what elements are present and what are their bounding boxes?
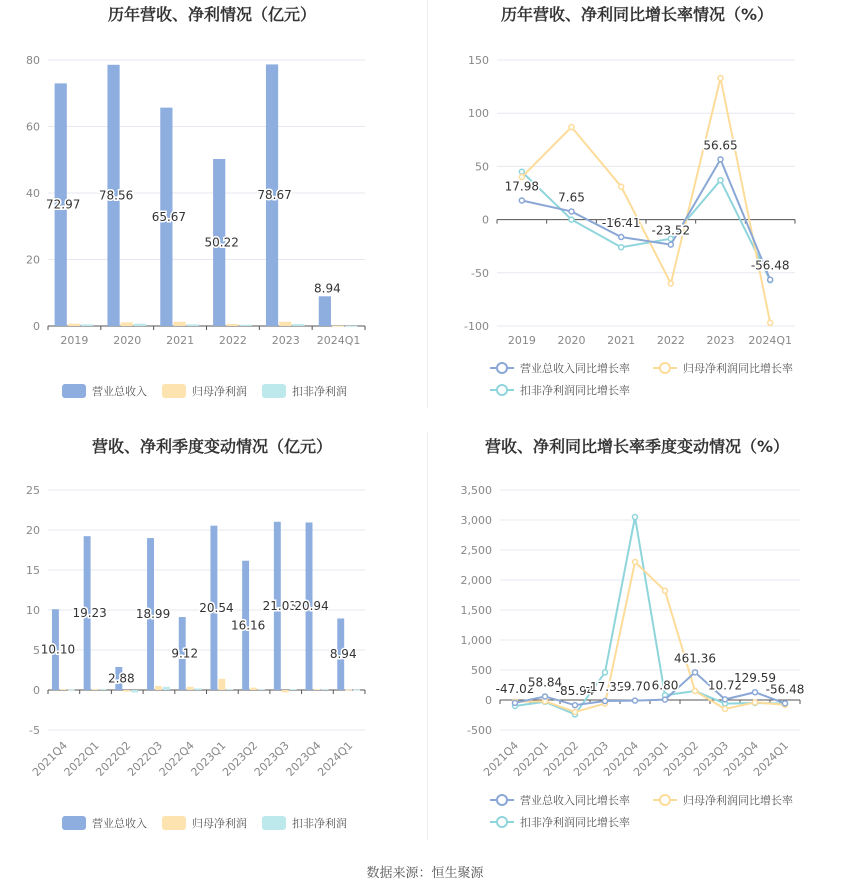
y-tick-label: 5 <box>33 644 40 657</box>
bar-deducted-profit <box>292 324 304 326</box>
bar-net-profit <box>92 689 99 690</box>
y-tick-label: 40 <box>26 187 40 200</box>
x-tick-label: 2022Q1 <box>511 738 552 779</box>
x-tick-label: 2019 <box>60 334 89 347</box>
legend-label: 营业总收入 <box>92 385 147 398</box>
x-tick-label: 2022Q3 <box>125 738 166 779</box>
x-tick-label: 2020 <box>113 334 142 347</box>
x-tick-label: 2023Q4 <box>721 738 762 779</box>
x-tick-label: 2021 <box>166 334 195 347</box>
x-tick-label: 2020 <box>557 334 586 347</box>
point-net-profit <box>569 125 574 130</box>
bar-deducted-profit <box>240 325 252 326</box>
chart-title: 营收、净利同比增长率季度变动情况（%） <box>484 437 790 456</box>
chart-svg <box>0 0 425 430</box>
bar-deducted-profit <box>258 689 265 690</box>
y-tick-label: 150 <box>468 54 489 67</box>
bar-deducted-profit <box>345 326 357 327</box>
bar-deducted-profit <box>321 689 328 690</box>
legend-swatch <box>162 384 186 398</box>
data-label: 2.88 <box>107 671 135 686</box>
data-label: 50.22 <box>204 235 239 250</box>
data-label: 58.84 <box>527 675 563 690</box>
y-tick-label: 1,500 <box>460 604 492 617</box>
y-tick-label: 100 <box>468 107 489 121</box>
x-tick-label: 2022Q4 <box>601 738 642 779</box>
chart-title: 历年营收、净利情况（亿元） <box>107 5 317 24</box>
chart-svg <box>0 430 425 860</box>
y-tick-label: 0 <box>482 213 489 227</box>
bar-net-profit <box>226 324 238 326</box>
y-tick-label: 80 <box>26 54 40 67</box>
legend-label: 归母净利润同比增长率 <box>683 794 793 807</box>
y-tick-label: 0 <box>485 694 492 707</box>
legend-swatch <box>262 816 286 830</box>
x-tick-label: 2022Q4 <box>156 738 197 779</box>
legend-marker <box>660 363 670 373</box>
x-tick-label: 2019 <box>507 334 536 347</box>
point-net-profit <box>619 184 624 189</box>
x-tick-label: 2021Q4 <box>481 738 522 779</box>
point-deducted-profit <box>569 217 574 222</box>
panel-divider <box>427 432 428 840</box>
bar-net-profit <box>173 322 185 326</box>
point-revenue <box>573 703 578 708</box>
bar-net-profit <box>345 690 352 691</box>
data-label: -17.35 <box>585 680 625 695</box>
bar-deducted-profit <box>68 690 75 691</box>
bar-net-profit <box>60 689 67 690</box>
bar-deducted-profit <box>81 324 93 326</box>
y-tick-label: -100 <box>464 320 489 333</box>
y-tick-label: 20 <box>26 524 40 537</box>
bar-deducted-profit <box>195 688 202 690</box>
y-tick-label: 2,000 <box>460 574 492 587</box>
legend-label: 归母净利润 <box>192 385 247 398</box>
y-tick-label: -500 <box>467 724 492 737</box>
point-net-profit <box>668 281 673 286</box>
y-tick-label: 1,000 <box>460 634 492 647</box>
x-tick-label: 2022Q1 <box>61 738 102 779</box>
y-tick-label: -5 <box>29 724 40 737</box>
bar-net-profit <box>187 687 194 690</box>
data-label: 78.56 <box>98 188 134 203</box>
point-revenue <box>619 235 624 240</box>
point-net-profit <box>573 710 578 715</box>
point-net-profit <box>753 700 758 705</box>
y-tick-label: 0 <box>33 320 40 333</box>
bar-deducted-profit <box>226 689 233 690</box>
legend-label: 归母净利润 <box>192 817 247 830</box>
quarterly-revenue-profit-chart <box>0 430 425 860</box>
bar-deducted-profit <box>187 324 199 326</box>
data-label: 10.72 <box>707 678 743 693</box>
y-tick-label: 15 <box>26 564 40 577</box>
point-net-profit <box>718 76 723 81</box>
x-tick-label: 2023Q4 <box>283 738 324 779</box>
quarterly-growth-rate-chart <box>425 430 850 860</box>
legend-label: 扣非净利润同比增长率 <box>520 816 630 829</box>
legend-label: 营业总收入同比增长率 <box>520 794 630 807</box>
y-tick-label: 3,000 <box>460 514 492 527</box>
bar-net-profit <box>121 322 133 326</box>
point-revenue <box>753 690 758 695</box>
x-tick-label: 2023 <box>271 334 300 347</box>
data-label: 78.67 <box>257 188 292 203</box>
point-deducted-profit <box>619 245 624 250</box>
bar-net-profit <box>155 686 162 690</box>
x-tick-label: 2024Q1 <box>315 738 356 779</box>
x-tick-label: 2022 <box>218 334 247 347</box>
data-label: 72.97 <box>46 197 81 212</box>
x-tick-label: 2023Q2 <box>661 738 702 779</box>
legend-label: 营业总收入同比增长率 <box>520 362 630 375</box>
point-revenue <box>569 209 574 214</box>
legend-marker <box>497 817 507 827</box>
y-tick-label: -50 <box>471 266 489 280</box>
x-tick-label: 2022Q2 <box>541 738 582 779</box>
data-label: 8.94 <box>329 647 357 662</box>
y-tick-label: 50 <box>475 160 489 174</box>
point-deducted-profit <box>718 178 723 183</box>
data-label: 18.99 <box>135 607 171 622</box>
legend-marker <box>660 795 670 805</box>
data-source-footer: 数据来源：恒生聚源 <box>366 866 484 881</box>
data-label: 6.80 <box>651 678 679 693</box>
point-revenue <box>519 198 524 203</box>
bar-deducted-profit <box>353 690 360 691</box>
point-net-profit <box>768 320 773 325</box>
legend-swatch <box>162 816 186 830</box>
data-label: 19.23 <box>72 606 107 621</box>
point-revenue <box>668 242 673 247</box>
y-tick-label: 25 <box>26 484 40 497</box>
data-label: 10.10 <box>40 642 76 657</box>
point-revenue <box>783 701 788 706</box>
data-label: -85.94 <box>555 684 595 699</box>
x-tick-label: 2024Q1 <box>316 334 361 347</box>
x-tick-label: 2023Q1 <box>188 738 229 779</box>
data-label: -9.70 <box>619 679 651 694</box>
data-label: 20.54 <box>199 600 234 615</box>
legend-swatch <box>62 816 86 830</box>
point-net-profit <box>663 588 668 593</box>
data-label: 129.59 <box>734 671 776 686</box>
y-tick-label: 0 <box>33 684 40 697</box>
x-tick-label: 2022Q2 <box>93 738 134 779</box>
y-tick-label: 10 <box>26 604 40 617</box>
legend-swatch <box>262 384 286 398</box>
bar-revenue <box>319 296 331 326</box>
legend-label: 归母净利润同比增长率 <box>683 362 793 375</box>
legend-marker <box>497 385 507 395</box>
data-label: 7.65 <box>558 190 585 205</box>
bar-net-profit <box>332 326 344 327</box>
point-revenue <box>543 694 548 699</box>
data-label: -56.48 <box>750 258 790 273</box>
bar-net-profit <box>279 322 291 326</box>
data-label: 65.67 <box>151 209 187 224</box>
data-label: -56.48 <box>765 682 805 697</box>
panel-divider <box>427 0 428 408</box>
point-deducted-profit <box>519 169 524 174</box>
x-tick-label: 2023 <box>706 334 735 347</box>
y-tick-label: 60 <box>26 120 40 134</box>
point-revenue <box>693 670 698 675</box>
point-revenue <box>603 699 608 704</box>
x-tick-label: 2022 <box>656 334 685 347</box>
legend-swatch <box>62 384 86 398</box>
point-revenue <box>663 697 668 702</box>
bar-net-profit <box>313 689 320 690</box>
x-tick-label: 2024Q1 <box>748 334 792 347</box>
point-net-profit <box>693 689 698 694</box>
data-label: 461.36 <box>674 651 716 666</box>
point-net-profit <box>723 707 728 712</box>
legend-label: 营业总收入 <box>92 817 147 830</box>
y-tick-label: 500 <box>471 664 492 677</box>
point-revenue <box>513 700 518 705</box>
point-net-profit <box>633 560 638 565</box>
data-label: 56.65 <box>703 138 738 153</box>
y-tick-label: 3,500 <box>460 484 492 497</box>
bar-net-profit <box>123 690 130 692</box>
data-label: -47.02 <box>495 681 535 696</box>
y-tick-label: 2,500 <box>460 544 492 557</box>
chart-svg <box>425 430 850 860</box>
chart-title: 营收、净利季度变动情况（亿元） <box>91 437 333 456</box>
x-tick-label: 2021Q4 <box>29 738 70 779</box>
bar-deducted-profit <box>163 687 170 690</box>
legend-label: 扣非净利润 <box>292 385 347 398</box>
x-tick-label: 2023Q2 <box>220 738 261 779</box>
x-tick-label: 2023Q3 <box>691 738 732 779</box>
bar-net-profit <box>282 690 289 692</box>
data-label: 8.94 <box>314 281 341 296</box>
bar-net-profit <box>68 324 80 326</box>
legend-marker <box>497 363 507 373</box>
bar-deducted-profit <box>100 689 107 690</box>
legend-label: 扣非净利润同比增长率 <box>520 384 630 397</box>
x-tick-label: 2021 <box>607 334 636 347</box>
data-label: 9.12 <box>171 646 199 661</box>
bar-deducted-profit <box>290 689 297 690</box>
data-label: -16.41 <box>601 216 641 231</box>
x-tick-label: 2023Q3 <box>251 738 292 779</box>
point-revenue <box>768 277 773 282</box>
point-deducted-profit <box>633 515 638 520</box>
data-label: 16.16 <box>230 618 266 633</box>
legend-label: 扣非净利润 <box>292 817 347 830</box>
annual-revenue-profit-chart <box>0 0 425 430</box>
chart-svg <box>425 0 850 430</box>
point-deducted-profit <box>603 670 608 675</box>
point-revenue <box>718 157 723 162</box>
bar-deducted-profit <box>134 324 146 326</box>
y-tick-label: 20 <box>26 253 40 267</box>
data-label: 20.94 <box>294 599 329 614</box>
point-revenue <box>723 697 728 702</box>
legend-marker <box>497 795 507 805</box>
x-tick-label: 2023Q1 <box>631 738 672 779</box>
bar-net-profit <box>250 688 257 690</box>
data-label: 17.98 <box>504 179 540 194</box>
data-label: -23.52 <box>651 223 691 238</box>
data-label: 21.03 <box>262 598 298 613</box>
bar-net-profit <box>218 679 225 690</box>
x-tick-label: 2024Q1 <box>751 738 792 779</box>
chart-title: 历年营收、净利同比增长率情况（%） <box>500 5 774 24</box>
point-revenue <box>633 698 638 703</box>
x-tick-label: 2022Q3 <box>571 738 612 779</box>
annual-growth-rate-chart <box>425 0 850 430</box>
bar-deducted-profit <box>131 690 138 692</box>
